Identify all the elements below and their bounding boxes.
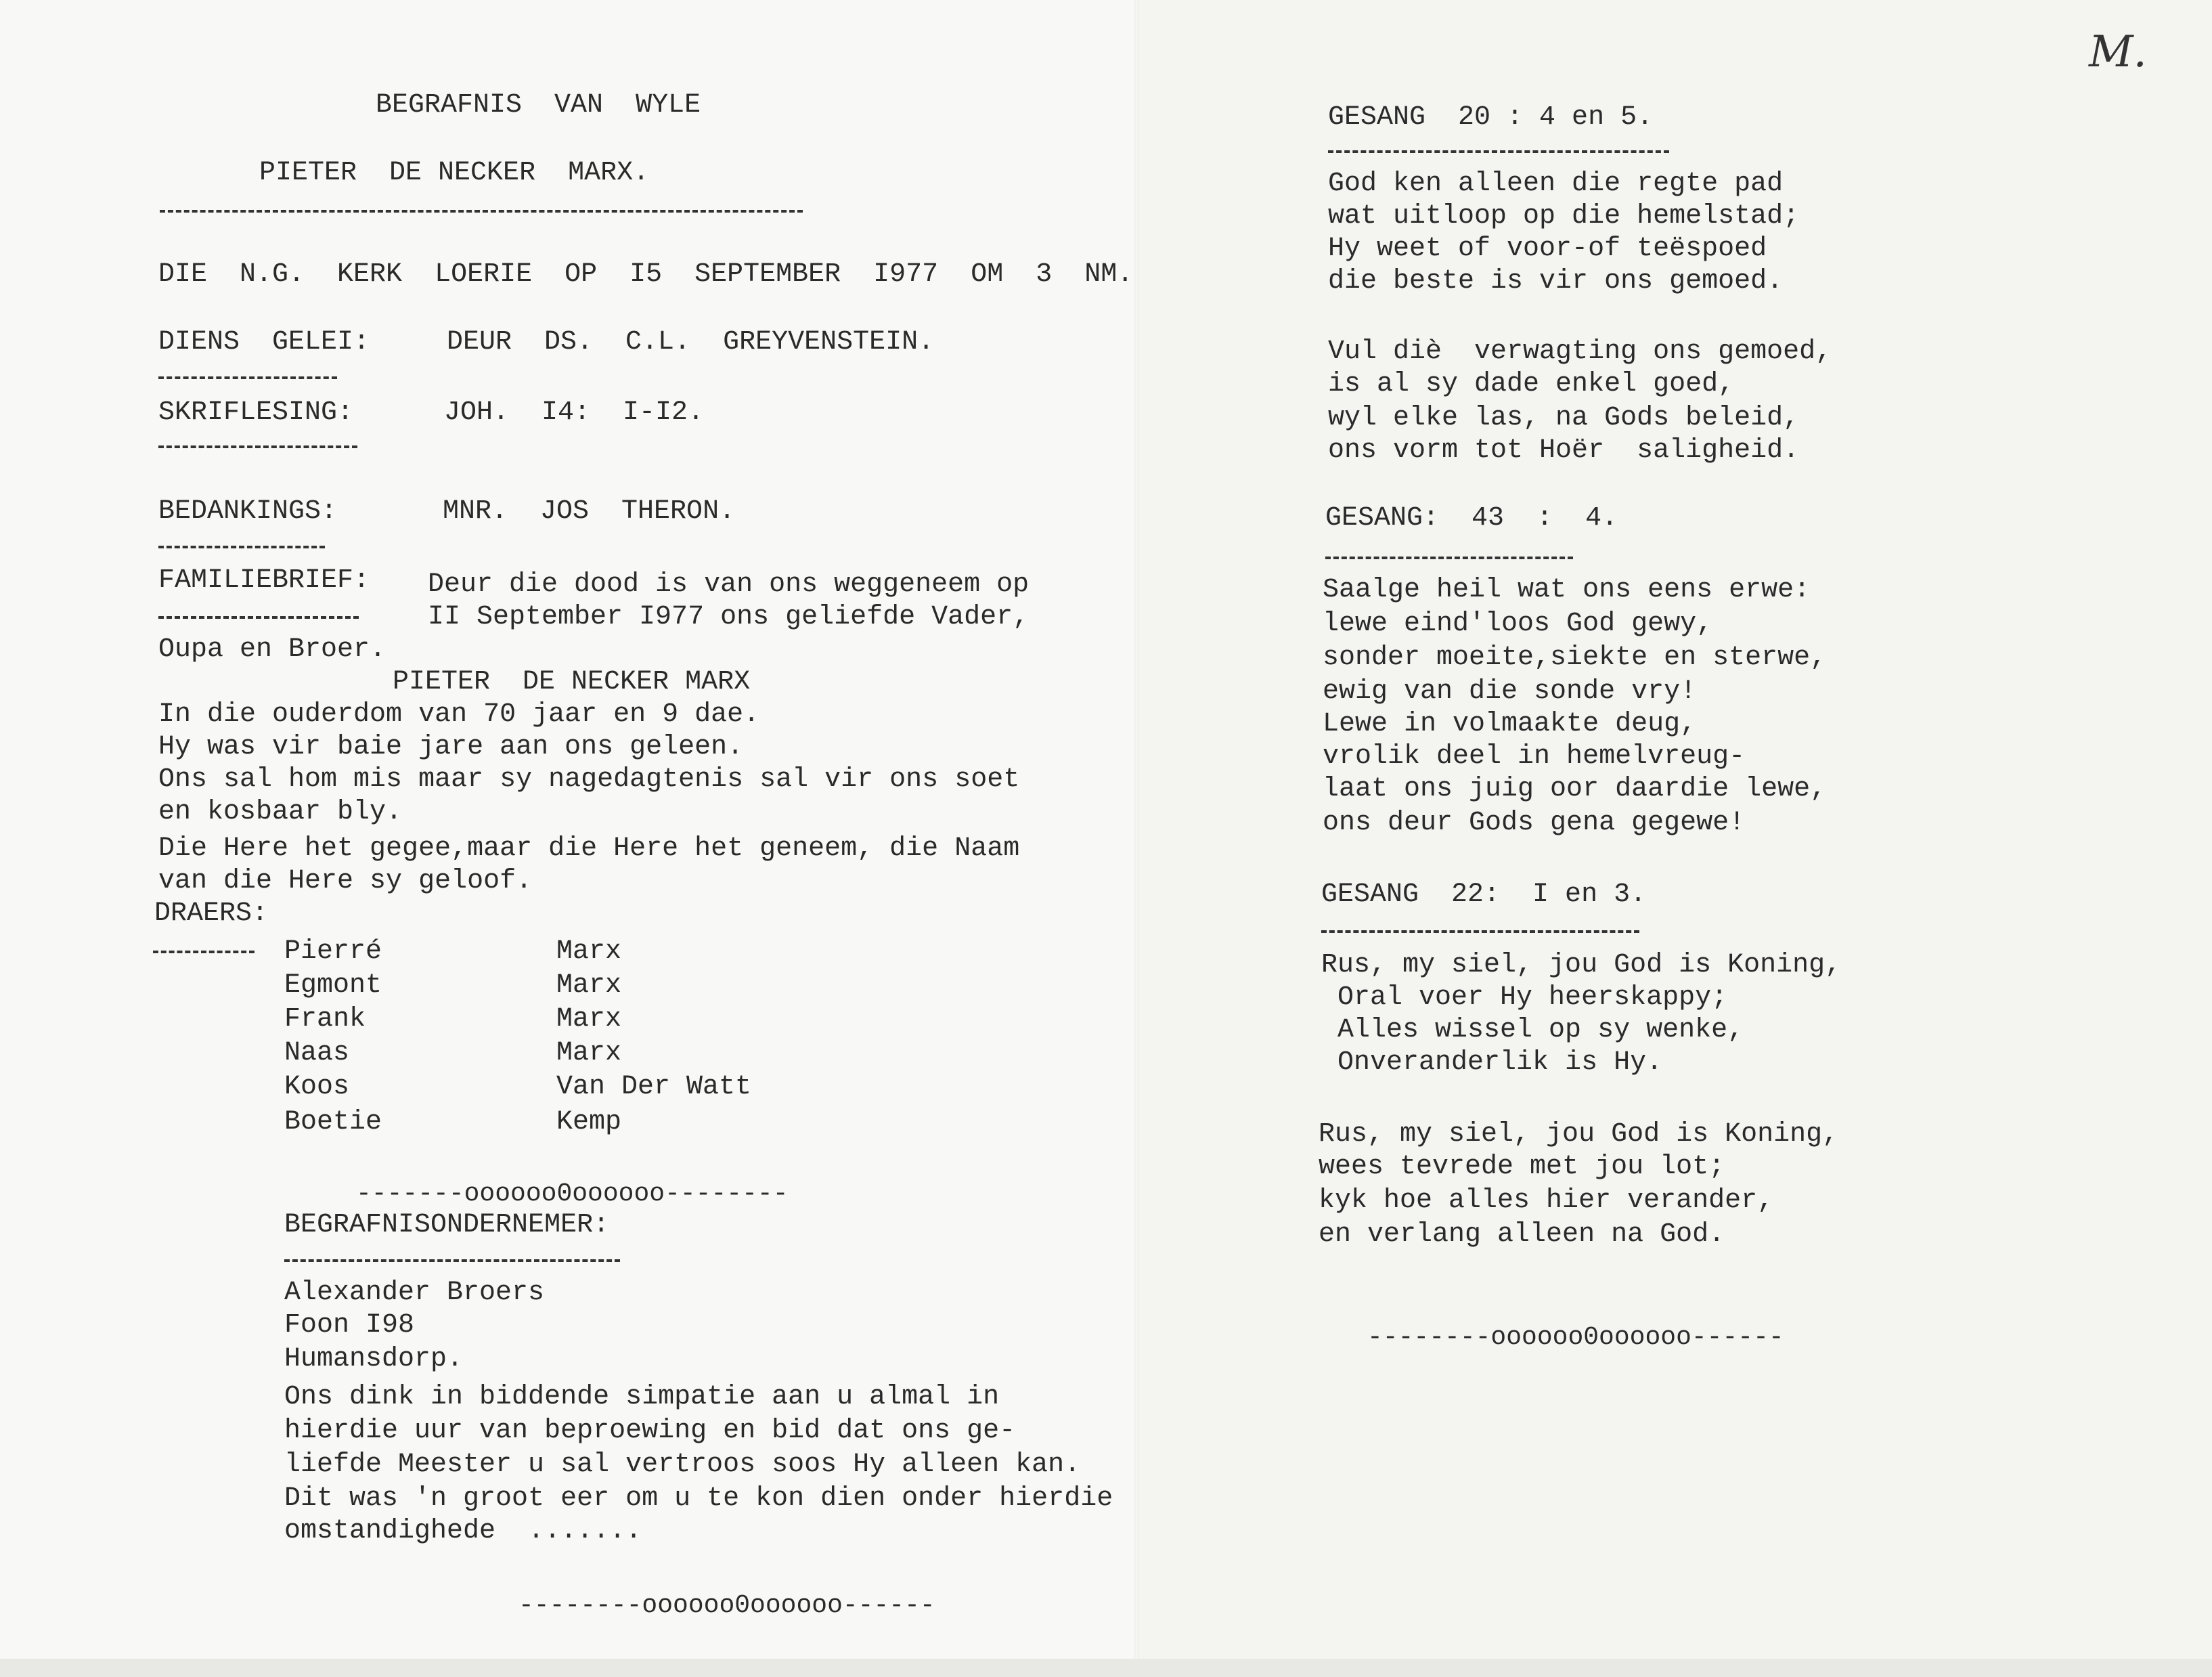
gesang-2-line: laat ons juig oor daardie lewe, [1323,774,1827,804]
separator: --------oooooo0oooooo------ [518,1591,935,1620]
gesang-2-underline [1325,557,1573,559]
body-line: Oupa en Broer. [158,634,386,665]
draers-underline [153,951,255,953]
familie-label: FAMILIEBRIEF: [158,565,370,596]
body-line: Hy was vir baie jare aan ons geleen. [158,732,744,762]
draer-last: Van Der Watt [556,1072,752,1102]
skrif-value: JOH. I4: I-I2. [444,397,705,428]
handwritten-mark: M. [2089,27,2147,77]
familie-line: II September I977 ons geliefde Vader, [428,602,1030,632]
draer-last: Marx [556,1004,622,1034]
separator: --------oooooo0oooooo------ [1367,1323,1784,1352]
draer-last: Kemp [556,1107,622,1137]
gesang-1-line: wat uitloop op die hemelstad; [1328,201,1800,232]
ondernemer-label: BEGRAFNISONDERNEMER: [284,1210,610,1240]
body-line: PIETER DE NECKER MARX [393,667,751,697]
draers-label: DRAERS: [154,898,269,929]
gesang-1-title: GESANG 20 : 4 en 5. [1328,102,1654,133]
bedank-label: BEDANKINGS: [158,496,338,527]
gesang-3-line: Onveranderlik is Hy. [1321,1047,1663,1078]
gesang-3-line: Oral voer Hy heerskappy; [1321,982,1728,1013]
separator: -------oooooo0oooooo-------- [356,1179,789,1208]
gesang-2-line: vrolik deel in hemelvreug- [1323,741,1746,772]
title-line-2: PIETER DE NECKER MARX. [259,158,650,188]
draer-last: Marx [556,936,622,967]
ondernemer-line: hierdie uur van beproewing en bid dat ons ge- [284,1416,1016,1446]
gesang-1-line: die beste is vir ons gemoed. [1328,266,1784,297]
draer-first: Koos [284,1072,350,1102]
gesang-3-line: Rus, my siel, jou God is Koning, [1321,950,1842,980]
gesang-3-underline [1321,930,1639,933]
draer-first: Frank [284,1004,366,1034]
ondernemer-line: Ons dink in biddende simpatie aan u almal in [284,1382,1000,1412]
familie-line: Deur die dood is van ons weggeneem op [428,569,1030,600]
gesang-3-line: en verlang alleen na God. [1319,1219,1725,1250]
paper-bottom-edge [0,1659,2212,1677]
draer-first: Naas [284,1038,350,1068]
gesang-2-line: lewe eind'loos God gewy, [1323,609,1713,639]
gesang-2-line: sonder moeite,siekte en sterwe, [1323,643,1827,673]
title-underline [160,210,803,213]
gesang-3-title: GESANG 22: I en 3. [1321,879,1647,910]
ondernemer-line: Humansdorp. [284,1344,464,1374]
diens-label: DIENS GELEI: [158,327,370,357]
skrif-label: SKRIFLESING: [158,397,354,428]
page-fold [1134,0,1138,1677]
body-line: In die ouderdom van 70 jaar en 9 dae. [158,699,760,730]
draer-first: Pierré [284,936,382,967]
bedank-underline [158,546,325,548]
ondernemer-line: omstandighede ....... [284,1516,642,1546]
gesang-2-line: Lewe in volmaakte deug, [1323,709,1697,739]
gesang-1-line: Hy weet of voor-of teëspoed [1328,234,1767,264]
body-line: Ons sal hom mis maar sy nagedagtenis sal vir ons soet [158,764,1020,795]
ondernemer-line: liefde Meester u sal vertroos soos Hy alleen kan. [284,1450,1081,1480]
diens-underline [158,376,337,379]
title-line-1: BEGRAFNIS VAN WYLE [376,90,701,121]
body-line: en kosbaar bly. [158,797,403,827]
draer-first: Boetie [284,1107,382,1137]
draer-first: Egmont [284,970,382,1001]
draer-last: Marx [556,1038,622,1068]
gesang-3-line: wees tevrede met jou lot; [1319,1152,1725,1182]
draer-last: Marx [556,970,622,1001]
gesang-2-title: GESANG: 43 : 4. [1325,503,1618,533]
skrif-underline [158,445,357,448]
ondernemer-line: Foon I98 [284,1310,415,1341]
gesang-2-line: Saalge heil wat ons eens erwe: [1323,575,1811,605]
diens-value: DEUR DS. C.L. GREYVENSTEIN. [447,327,935,357]
gesang-3-line: Rus, my siel, jou God is Koning, [1319,1119,1839,1150]
bedank-value: MNR. JOS THERON. [443,496,736,527]
gesang-1-line: ons vorm tot Hoër saligheid. [1328,435,1800,466]
gesang-1-line: wyl elke las, na Gods beleid, [1328,403,1800,433]
body-line: van die Here sy geloof. [158,866,533,896]
gesang-1-line: God ken alleen die regte pad [1328,169,1784,199]
ondernemer-line: Alexander Broers [284,1278,545,1308]
ondernemer-line: Dit was 'n groot eer om u te kon dien onder hierdie [284,1483,1113,1514]
gesang-1-line: is al sy dade enkel goed, [1328,369,1735,399]
gesang-1-underline [1328,150,1669,153]
ondernemer-underline [284,1259,620,1262]
gesang-2-line: ewig van die sonde vry! [1323,676,1697,707]
body-line: Die Here het gegee,maar die Here het geneem, die Naam [158,833,1020,864]
familie-underline [158,616,359,619]
gesang-3-line: Alles wissel op sy wenke, [1321,1015,1744,1045]
gesang-2-line: ons deur Gods gena gegewe! [1323,808,1746,838]
gesang-3-line: kyk hoe alles hier verander, [1319,1185,1774,1216]
service-place: DIE N.G. KERK LOERIE OP I5 SEPTEMBER I977 OM 3 NM. [158,259,1134,290]
gesang-1-line: Vul diè verwagting ons gemoed, [1328,336,1832,367]
